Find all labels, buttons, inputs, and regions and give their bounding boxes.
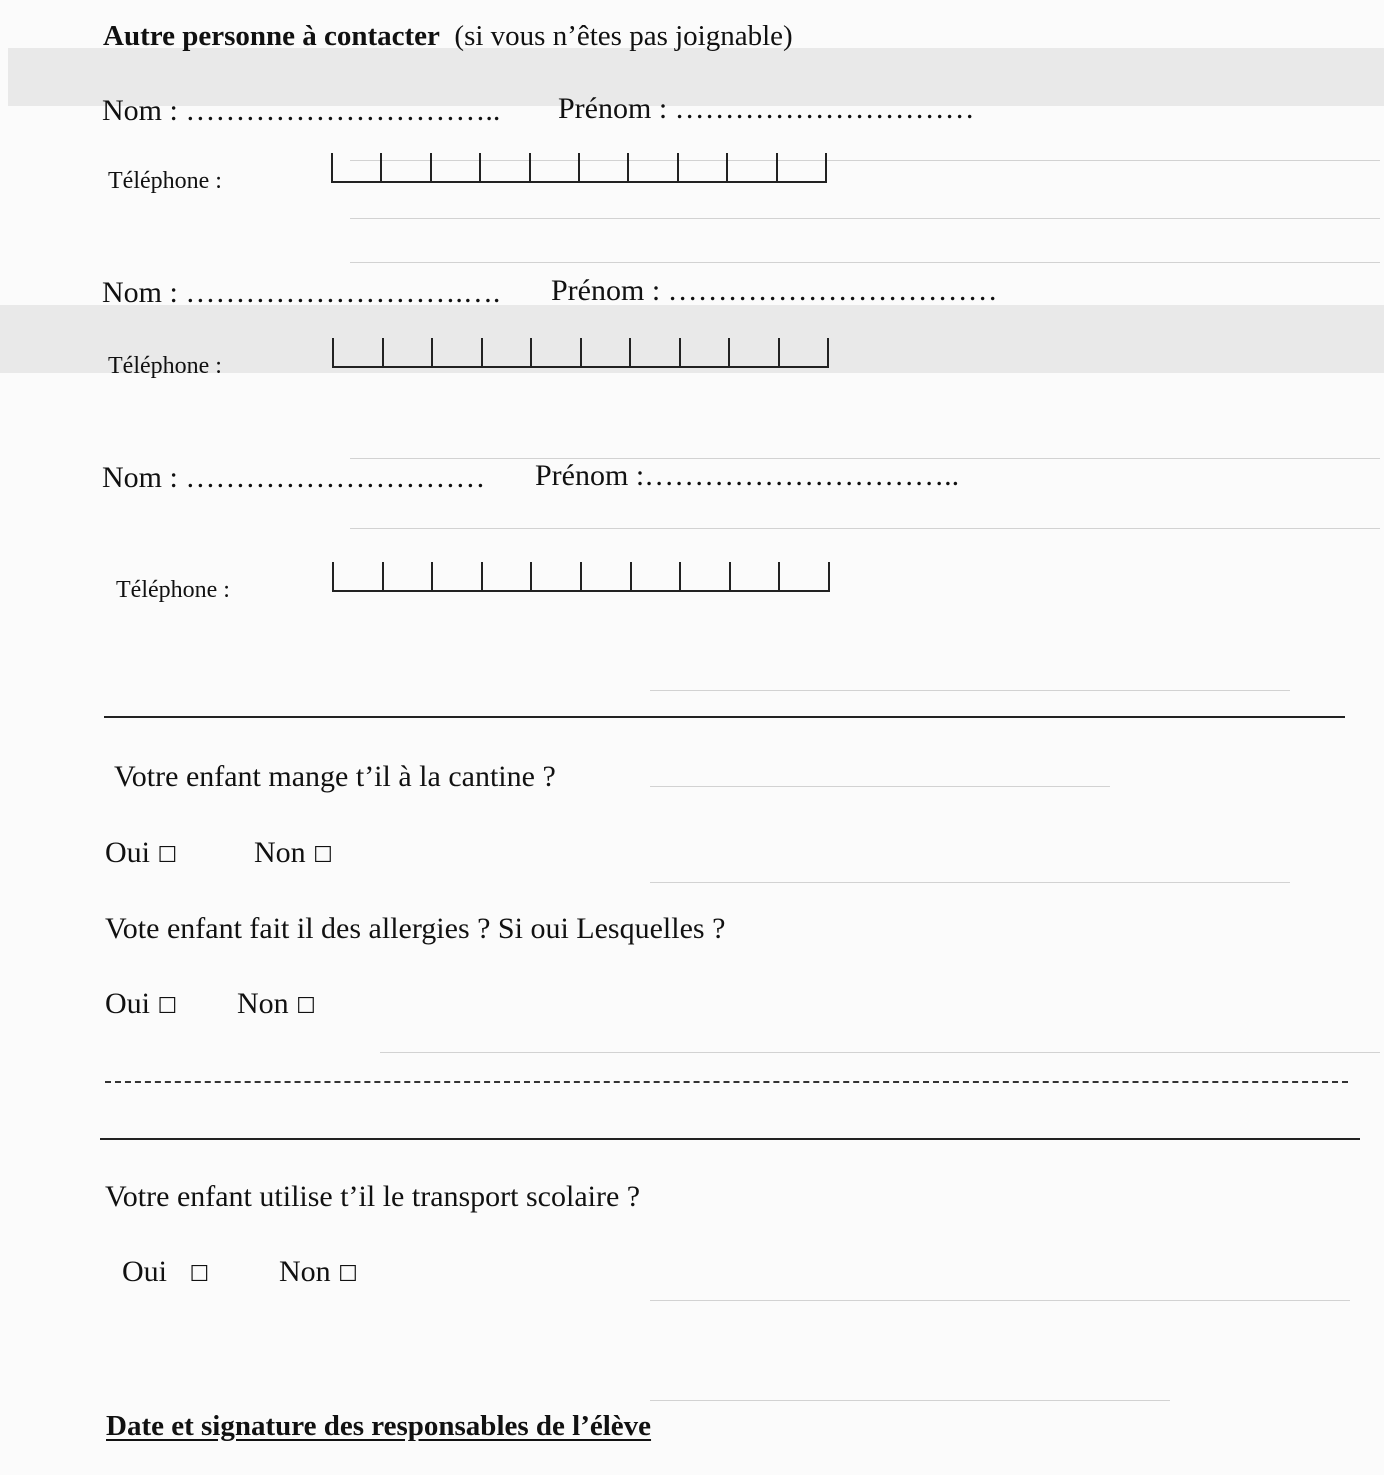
contact-2-telephone-label: Téléphone : <box>108 353 222 379</box>
show-through-line <box>650 1400 1170 1401</box>
contact-2-phone-field[interactable] <box>332 338 829 368</box>
contact-1-phone-field[interactable] <box>331 153 827 183</box>
transport-non-option[interactable] <box>279 1255 358 1289</box>
signature-heading: Date et signature des responsables de l’élève <box>106 1410 652 1442</box>
allergies-non-label: Non <box>237 987 289 1020</box>
allergies-answer-line[interactable] <box>105 1081 1348 1083</box>
cantine-non-option[interactable] <box>254 836 333 870</box>
separator-line <box>104 716 1345 718</box>
allergies-oui-label: Oui <box>105 987 150 1020</box>
contact-3-phone-field[interactable] <box>332 562 830 592</box>
contact-2-nom[interactable]: Nom : ……………………….…. <box>102 276 501 309</box>
allergies-oui-checkbox[interactable]: ☐ <box>157 994 178 1019</box>
allergies-oui-option[interactable] <box>105 987 177 1021</box>
transport-question: Votre enfant utilise t’il le transport scolaire ? <box>105 1180 641 1213</box>
transport-oui-label: Oui <box>122 1255 167 1288</box>
separator-line <box>100 1138 1360 1140</box>
cantine-non-label: Non <box>254 836 306 869</box>
section-heading <box>103 20 793 53</box>
show-through-line <box>650 786 1110 787</box>
contact-3-telephone-label: Téléphone : <box>116 577 230 603</box>
transport-oui-checkbox[interactable]: ☐ <box>189 1262 210 1287</box>
cantine-oui-option[interactable] <box>105 836 177 870</box>
transport-non-label: Non <box>279 1255 331 1288</box>
contact-2-prenom[interactable]: Prénom : …………………………… <box>551 274 998 307</box>
allergies-question: Vote enfant fait il des allergies ? Si oui Lesquelles ? <box>105 912 726 945</box>
section-title: Autre personne à contacter <box>103 20 440 52</box>
contact-3-prenom[interactable]: Prénom :………………………….. <box>535 459 960 492</box>
contact-1-prenom[interactable]: Prénom : ………………………… <box>558 92 975 125</box>
show-through-line <box>350 528 1380 529</box>
transport-non-checkbox[interactable]: ☐ <box>338 1262 358 1287</box>
contact-3-nom[interactable]: Nom : ………………………… <box>102 461 486 494</box>
show-through-line <box>650 882 1290 883</box>
contact-1-telephone-label: Téléphone : <box>108 168 222 194</box>
show-through-line <box>650 690 1290 691</box>
cantine-question: Votre enfant mange t’il à la cantine ? <box>114 760 556 793</box>
show-through-line <box>350 262 1380 263</box>
section-subtitle: (si vous n’êtes pas joignable) <box>454 20 793 52</box>
show-through-line <box>650 1300 1350 1301</box>
cantine-non-checkbox[interactable]: ☐ <box>313 843 333 868</box>
show-through-line <box>380 1052 1380 1053</box>
contact-1-nom[interactable]: Nom : ………………………….. <box>102 94 501 127</box>
show-through-line <box>350 218 1380 219</box>
cantine-oui-label: Oui <box>105 836 150 869</box>
allergies-non-option[interactable] <box>237 987 316 1021</box>
cantine-oui-checkbox[interactable]: ☐ <box>157 843 178 868</box>
allergies-non-checkbox[interactable]: ☐ <box>296 994 316 1019</box>
transport-oui-option[interactable] <box>122 1255 209 1289</box>
